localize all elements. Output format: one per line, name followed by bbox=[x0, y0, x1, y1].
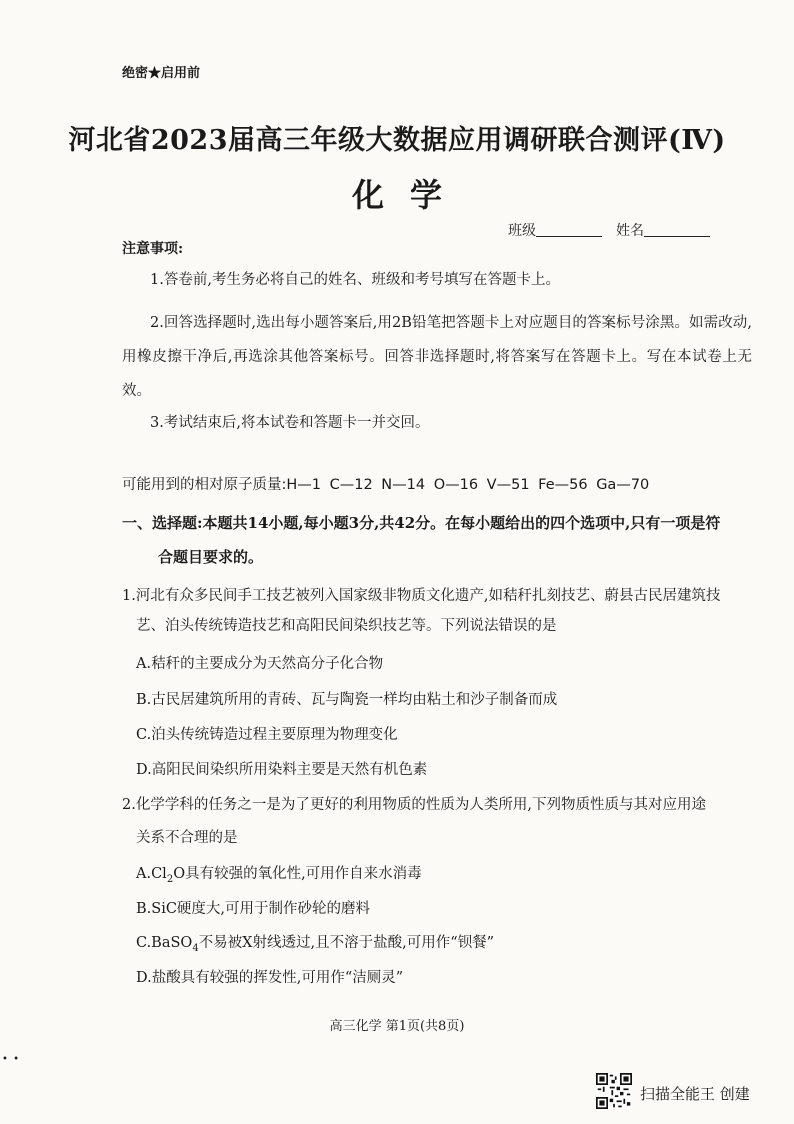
section-heading-cont: 合题目要求的。 bbox=[158, 548, 264, 566]
question-2-stem-line2: 关系不合理的是 bbox=[136, 830, 238, 846]
name-blank bbox=[644, 222, 710, 237]
margin-dots: • • bbox=[2, 1054, 20, 1065]
secret-mark: 绝密★启用前 bbox=[122, 66, 201, 81]
question-1-option-c: C.泊头传统铸造过程主要原理为物理变化 bbox=[136, 727, 398, 743]
exam-title: 河北省2023届高三年级大数据应用调研联合测评(Ⅳ) bbox=[68, 125, 726, 156]
question-1-option-d: D.高阳民间染织所用染料主要是天然有机色素 bbox=[136, 762, 428, 778]
atomic-masses: 可能用到的相对原子质量:H—1 C—12 N—14 O—16 V—51 Fe—56 Ga—70 bbox=[122, 477, 650, 493]
class-blank bbox=[536, 222, 602, 237]
student-info bbox=[508, 220, 710, 240]
notice-item-2: 2.回答选择题时,选出每小题答案后,用2B铅笔把答题卡上对应题目的答案标号涂黑。如需改动,用橡皮擦干净后,再选涂其他答案标号。回答非选择题时,将答案写在答题卡上。写在本试卷上无效。 bbox=[122, 315, 752, 399]
page-footer: 高三化学 第1页(共8页) bbox=[329, 1019, 465, 1034]
notice-item-3: 3.考试结束后,将本试卷和答题卡一并交回。 bbox=[150, 415, 430, 431]
notice-title: 注意事项: bbox=[122, 241, 184, 257]
qr-code-icon bbox=[596, 1073, 632, 1109]
question-1-option-b: B.古民居建筑所用的青砖、瓦与陶瓷一样均由粘土和沙子制备而成 bbox=[136, 692, 558, 708]
class-label: 班级 bbox=[508, 223, 536, 239]
notice-item-1: 1.答卷前,考生务必将自己的姓名、班级和考号填写在答题卡上。 bbox=[150, 272, 560, 288]
question-1-stem-line1: 1.河北有众多民间手工技艺被列入国家级非物质文化遗产,如秸秆扎刻技艺、蔚县古民居建筑技 bbox=[122, 588, 721, 604]
question-1-option-a: A.秸秆的主要成分为天然高分子化合物 bbox=[136, 656, 384, 672]
question-2-option-c: C.BaSO$_4$不易被X射线透过,且不溶于盐酸,可用作“钡餐” bbox=[136, 935, 495, 954]
question-2-stem-line1: 2.化学学科的任务之一是为了更好的利用物质的性质为人类所用,下列物质性质与其对应用途 bbox=[122, 797, 706, 813]
question-1-stem-line2: 艺、泊头传统铸造技艺和高阳民间染织技艺等。下列说法错误的是 bbox=[136, 618, 557, 634]
question-2-option-d: D.盐酸具有较强的挥发性,可用作“洁厕灵” bbox=[136, 970, 404, 986]
name-label: 姓名 bbox=[616, 223, 644, 239]
scanner-watermark-label: 扫描全能王 创建 bbox=[640, 1085, 750, 1103]
question-2-option-b: B.SiC硬度大,可用于制作砂轮的磨料 bbox=[136, 901, 371, 917]
question-2-option-a: $A.Cl_2O$具有较强的氧化性,可用作自来水消毒 bbox=[136, 866, 422, 885]
subject-title: 化学 bbox=[351, 176, 468, 214]
section-heading: 一、选择题:本题共14小题,每小题3分,共42分。在每小题给出的四个选项中,只有一项是符 bbox=[122, 514, 721, 532]
